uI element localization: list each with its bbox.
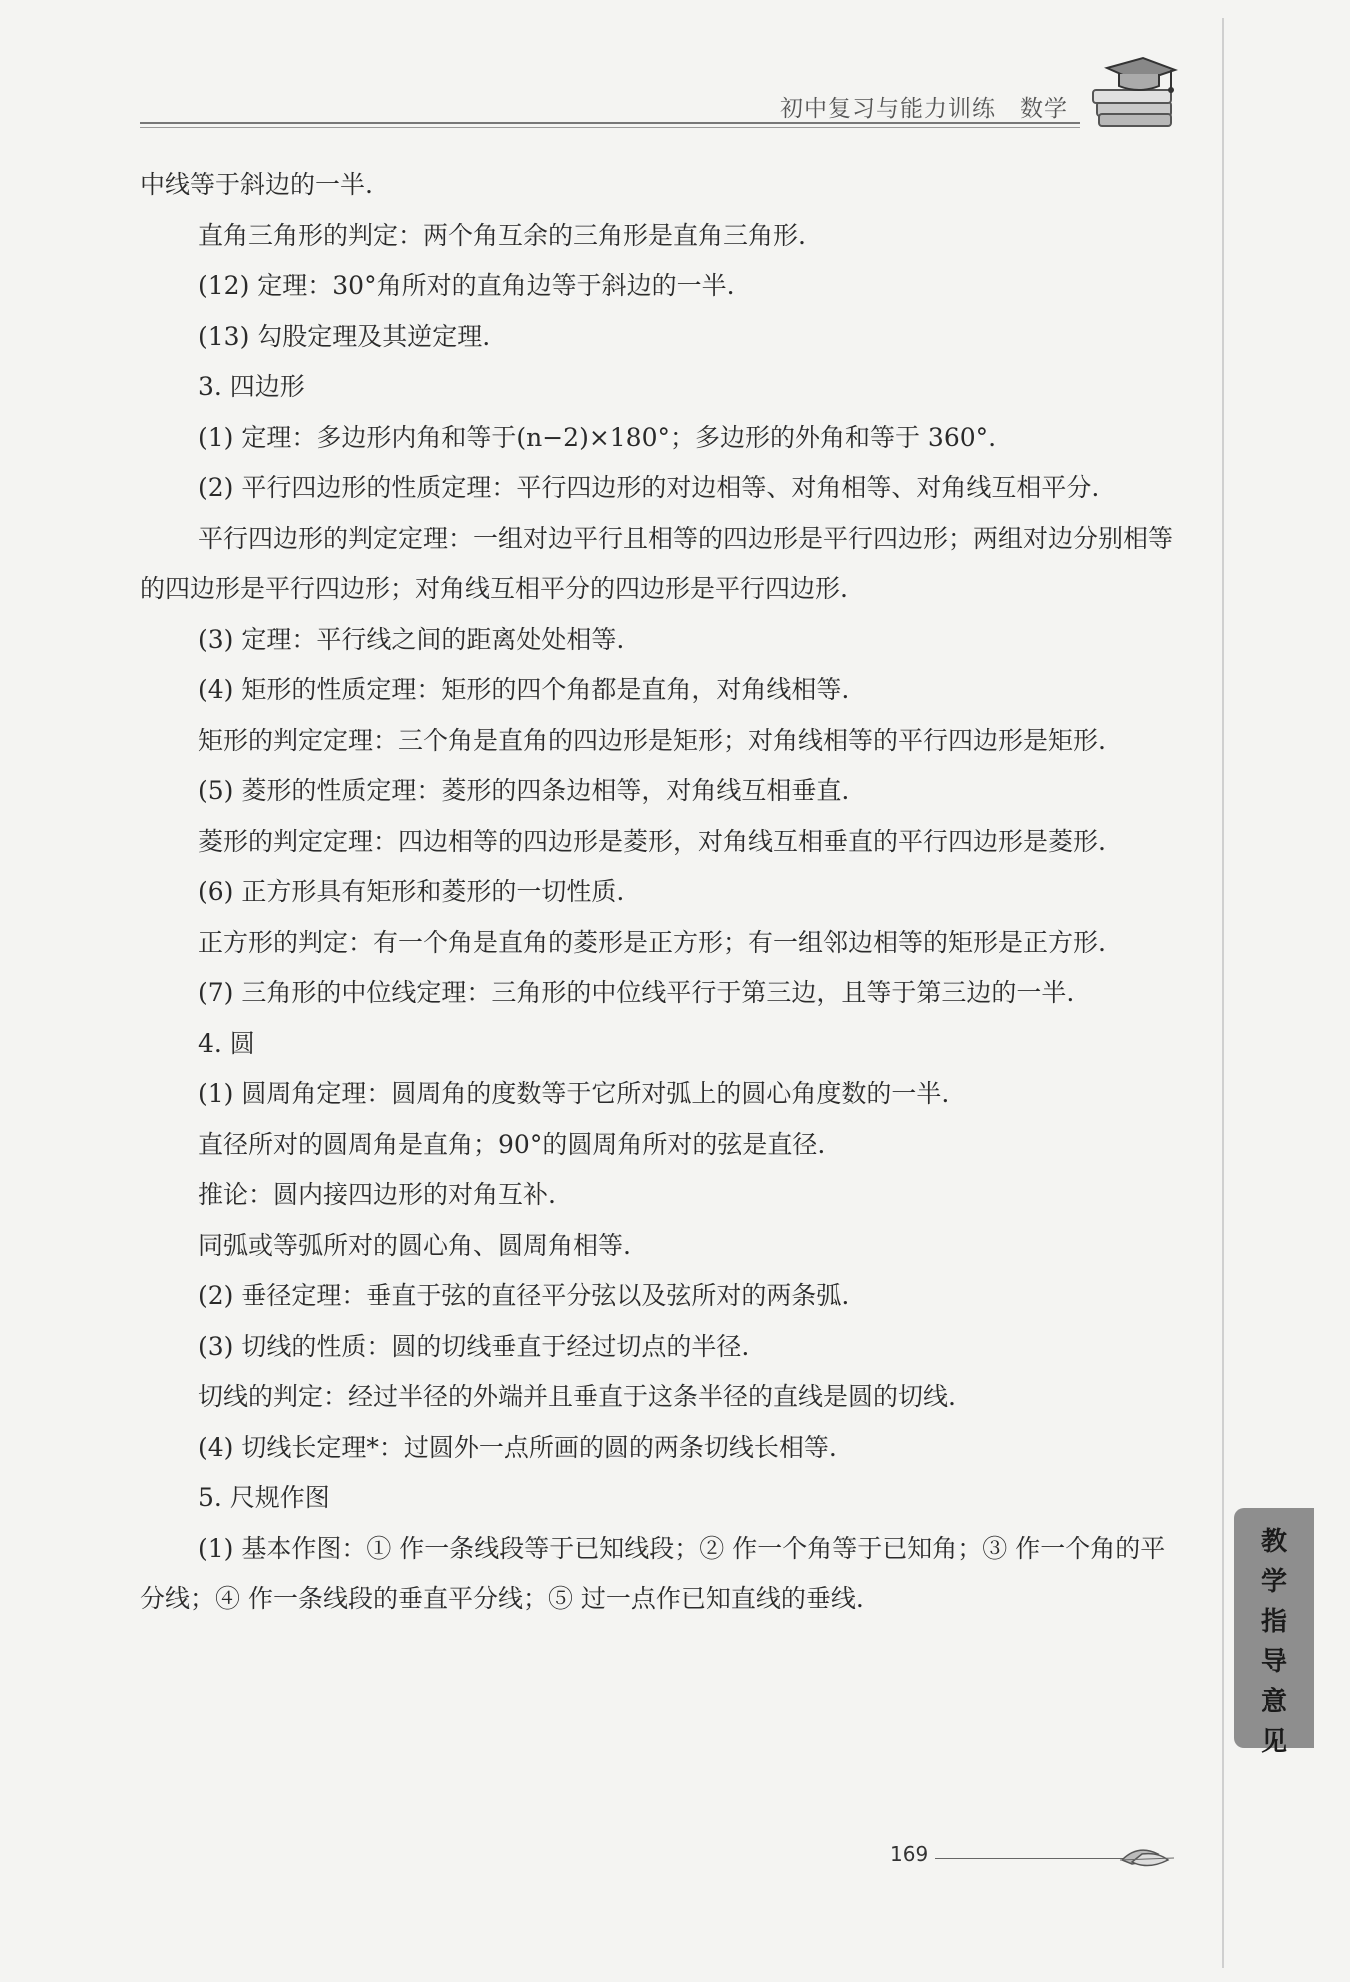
paragraph: (2) 平行四边形的性质定理：平行四边形的对边相等、对角相等、对角线互相平分. bbox=[198, 473, 1100, 502]
paragraph: (3) 切线的性质：圆的切线垂直于经过切点的半径. bbox=[198, 1331, 750, 1361]
page-header bbox=[140, 78, 1080, 130]
paragraph: 3. 四边形 bbox=[198, 372, 305, 401]
page-number: 169 bbox=[890, 1842, 929, 1866]
paragraph: (5) 菱形的性质定理：菱形的四条边相等，对角线互相垂直. bbox=[198, 776, 850, 805]
paragraph: (1) 圆周角定理：圆周角的度数等于它所对弧上的圆心角度数的一半. bbox=[198, 1079, 950, 1108]
paragraph: (3) 定理：平行线之间的距离处处相等. bbox=[198, 624, 625, 654]
paragraph: (6) 正方形具有矩形和菱形的一切性质. bbox=[198, 877, 625, 906]
paragraph: 4. 圆 bbox=[198, 1028, 255, 1058]
section-side-tab bbox=[1234, 1508, 1314, 1757]
header-title: 初中复习与能力训练 数学 bbox=[780, 96, 1068, 122]
paragraph: 中线等于斜边的一半. bbox=[140, 170, 373, 199]
paragraph: 推论：圆内接四边形的对角互补. bbox=[198, 1180, 556, 1209]
paragraph: (1) 定理：多边形内角和等于(n−2)×180°；多边形的外角和等于 360°. bbox=[198, 422, 997, 452]
paragraph: (1) 基本作图：① 作一条线段等于已知线段；② 作一个角等于已知角；③ 作一个角的平分线；④ 作一条线段的垂直平分线；⑤ 过一点作已知直线的垂线. bbox=[140, 1533, 1166, 1613]
page-binding-edge bbox=[1222, 18, 1224, 1968]
side-tab-char: 学 bbox=[1260, 1567, 1287, 1597]
paragraph: 直角三角形的判定：两个角互余的三角形是直角三角形. bbox=[198, 220, 806, 250]
page-footer bbox=[890, 1840, 1190, 1880]
paragraph: (12) 定理：30°角所对的直角边等于斜边的一半. bbox=[198, 271, 735, 300]
decorative-leaf-icon bbox=[1118, 1840, 1178, 1876]
paragraph: 菱形的判定定理：四边相等的四边形是菱形，对角线互相垂直的平行四边形是菱形. bbox=[198, 826, 1106, 856]
side-tab-char: 导 bbox=[1260, 1647, 1287, 1677]
main-text bbox=[140, 160, 1180, 1625]
paragraph: 直径所对的圆周角是直角；90°的圆周角所对的弦是直径. bbox=[198, 1129, 826, 1159]
footer-rule bbox=[935, 1858, 1130, 1859]
paragraph: 同弧或等弧所对的圆心角、圆周角相等. bbox=[198, 1230, 631, 1260]
side-tab-char: 见 bbox=[1260, 1727, 1287, 1757]
paragraph: (7) 三角形的中位线定理：三角形的中位线平行于第三边，且等于第三边的一半. bbox=[198, 978, 1075, 1007]
side-tab-label bbox=[1234, 1522, 1314, 1762]
side-tab-char: 教 bbox=[1260, 1527, 1287, 1557]
header-rule-thin bbox=[140, 127, 1080, 128]
paragraph: 矩形的判定定理：三个角是直角的四边形是矩形；对角线相等的平行四边形是矩形. bbox=[198, 725, 1106, 755]
side-tab-char: 指 bbox=[1260, 1607, 1287, 1637]
side-tab-char: 意 bbox=[1260, 1687, 1287, 1717]
paragraph: (13) 勾股定理及其逆定理. bbox=[198, 321, 491, 351]
paragraph: 正方形的判定：有一个角是直角的菱形是正方形；有一组邻边相等的矩形是正方形. bbox=[198, 927, 1106, 957]
paragraph: (2) 垂径定理：垂直于弦的直径平分弦以及弦所对的两条弧. bbox=[198, 1281, 850, 1310]
paragraph: (4) 切线长定理*：过圆外一点所画的圆的两条切线长相等. bbox=[198, 1432, 837, 1462]
header-rule bbox=[140, 122, 1080, 124]
books-graduation-cap-icon bbox=[1085, 52, 1185, 132]
paragraph: 平行四边形的判定定理：一组对边平行且相等的四边形是平行四边形；两组对边分别相等的四边形是平行四边形；对角线互相平分的四边形是平行四边形. bbox=[140, 523, 1174, 603]
paragraph: 5. 尺规作图 bbox=[198, 1483, 330, 1512]
paragraph: 切线的判定：经过半径的外端并且垂直于这条半径的直线是圆的切线. bbox=[198, 1382, 956, 1411]
paragraph: (4) 矩形的性质定理：矩形的四个角都是直角，对角线相等. bbox=[198, 675, 850, 704]
